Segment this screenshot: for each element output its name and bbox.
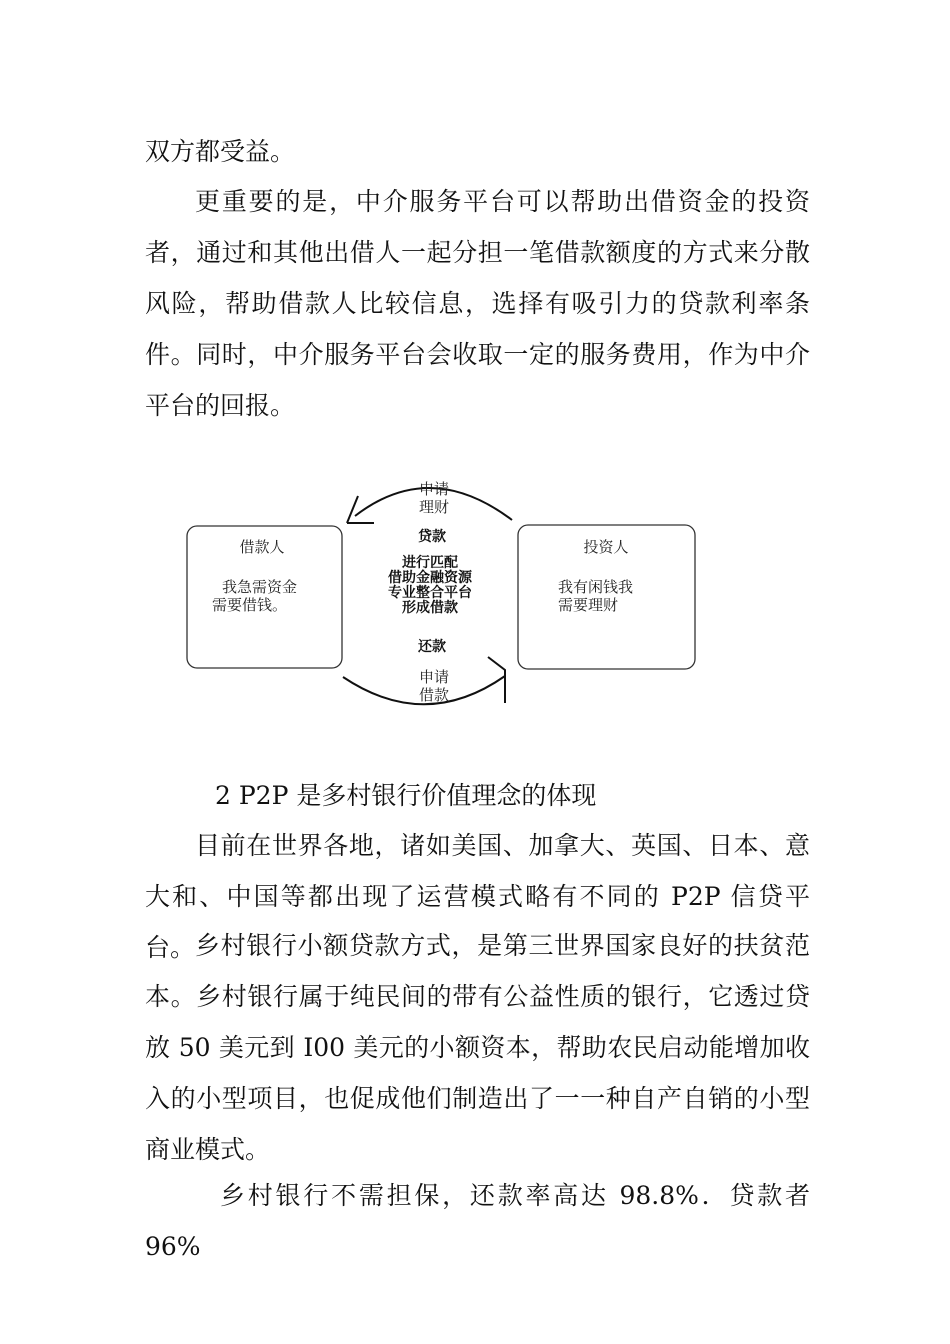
center-line-2: 借助金融资源 bbox=[388, 570, 472, 586]
investor-line-1: 我有闲钱我 bbox=[558, 578, 634, 596]
borrower-title: 借款人 bbox=[239, 538, 285, 556]
borrower-line-1: 我急需资金 bbox=[222, 578, 298, 596]
center-line-4: 形成借款 bbox=[402, 600, 458, 616]
investor-line-2: 需要理财 bbox=[558, 596, 619, 614]
section-heading: 2 P2P 是多村银行价值理念的体现 bbox=[215, 781, 597, 810]
center-line-1: 进行匹配 bbox=[402, 555, 458, 571]
top-arrow-label-2: 理财 bbox=[418, 498, 450, 516]
bottom-arrow-label-2: 借款 bbox=[418, 686, 450, 704]
investor-title: 投资人 bbox=[583, 538, 629, 556]
paragraph-5: 乡村银行不需担保，还款率高达 98.8%．贷款者 96% bbox=[145, 1181, 810, 1261]
paragraph-4: 乡村银行小额贷款方式，是第三世界国家良好的扶贫范本。乡村银行属于纯民间的带有公益性质的银行，它透过贷放 50 美元到 I00 美元的小额资本，帮助农民启动能增加收入的小型项目，也促成他们制造出了一一种自产自销的小型商业模式。 bbox=[145, 931, 810, 1164]
borrower-line-2: 需要借钱。 bbox=[212, 596, 288, 614]
center-top-label: 贷款 bbox=[418, 529, 446, 545]
center-bottom-label: 还款 bbox=[418, 639, 446, 655]
paragraph-3: 目前在世界各地，诸如美国、加拿大、英国、日本、意大和、中国等都出现了运营模式略有不同的 P2P 信贷平台。 bbox=[145, 831, 810, 962]
paragraph-2: 更重要的是，中介服务平台可以帮助出借资金的投资者，通过和其他出借人一起分担一笔借款额度的方式来分散风险，帮助借款人比较信息，选择有吸引力的贷款利率条件。同时，中介服务平台会收取一定的服务费用，作为中介平台的回报。 bbox=[145, 187, 810, 420]
center-line-3: 专业整合平台 bbox=[388, 585, 472, 601]
bottom-arrow-label-1: 申请 bbox=[418, 668, 450, 686]
top-arrow-label-1: 申请 bbox=[418, 480, 450, 498]
p2p-flow-diagram bbox=[0, 470, 950, 770]
paragraph-1: 双方都受益。 bbox=[145, 137, 296, 166]
